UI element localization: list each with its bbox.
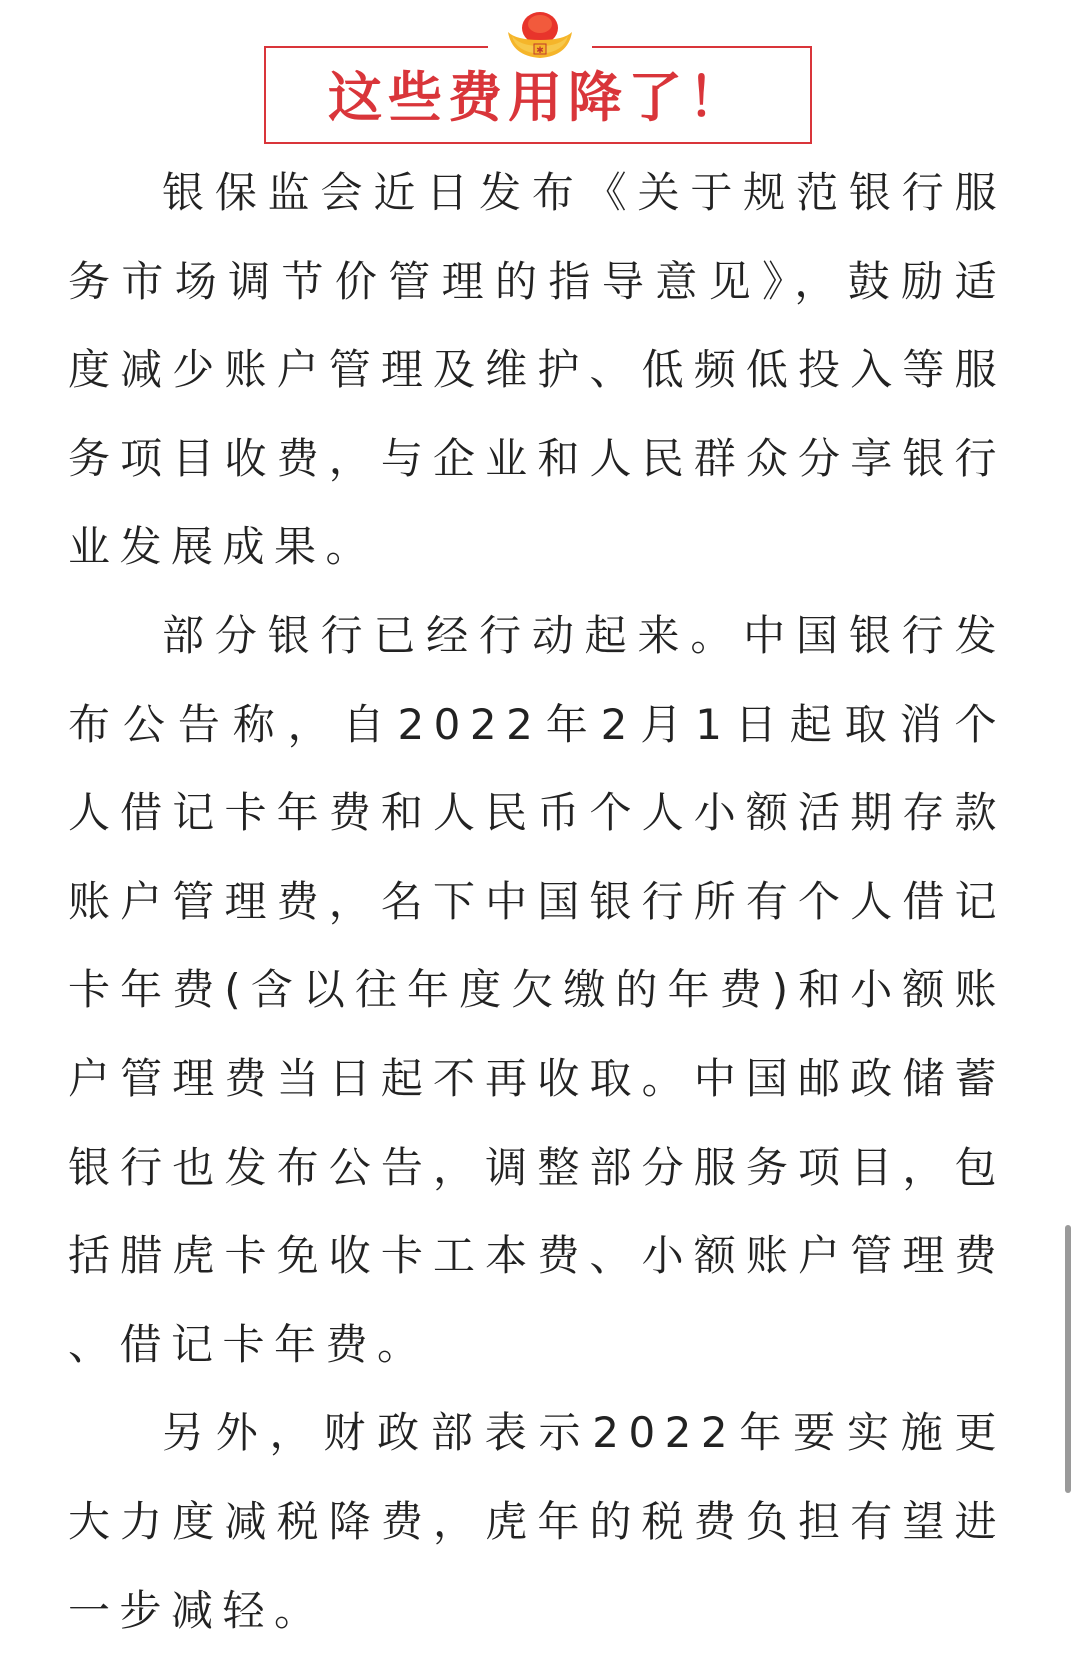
scrollbar-thumb[interactable] <box>1065 1225 1071 1493</box>
article-body <box>68 149 1006 1655</box>
svg-text:✱: ✱ <box>536 46 544 56</box>
paragraph-2: 部分银行已经行动起来。中国银行发布公告称，自2022年2月1日起取消个人借记卡年费和人民币个人小额活期存款账户管理费，名下中国银行所有个人借记卡年费(含以往年度欠缴的年费)和小额账户管理费当日起不再收取。中国邮政储蓄银行也发布公告，调整部分服务项目，包括腊虎卡免收卡工本费、小额账户管理费、借记卡年费。 <box>68 610 1006 1369</box>
page-title: 这些费用降了！ <box>328 66 748 129</box>
paragraph-3: 另外，财政部表示2022年要实施更大力度减税降费，虎年的税费负担有望进一步减轻。 <box>68 1408 1006 1635</box>
paragraph-1: 银保监会近日发布《关于规范银行服务市场调节价管理的指导意见》，鼓励适度减少账户管理及维护、低频低投入等服务项目收费，与企业和人民群众分享银行业发展成果。 <box>68 168 1006 572</box>
gold-ingot-icon <box>506 6 574 64</box>
